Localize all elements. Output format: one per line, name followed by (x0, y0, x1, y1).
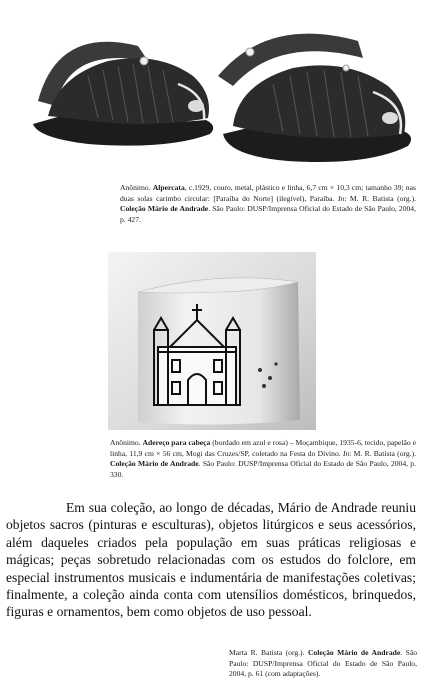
caption-source-title: Coleção Mário de Andrade (110, 459, 199, 469)
caption-author: Anônimo. (120, 183, 151, 192)
caption-title: Alpercata (152, 183, 185, 192)
citation-rest: . São Paulo: DUSP/Imprensa Oficial do Estado de São Paulo, 2004, p. 61 (com adaptações). (229, 648, 418, 679)
caption-source-rest: . São Paulo: DUSP/Imprensa Oficial do Estado de São Paulo, 2004, p. 427. (120, 204, 416, 224)
caption-source-editor: : M. R. Batista (org.). (349, 448, 417, 458)
caption-in-label: In (342, 448, 350, 458)
right-sandal (218, 34, 411, 162)
caption-title: Adereço para cabeça (142, 438, 211, 447)
figure-2-caption (110, 438, 416, 480)
sandals-photo (28, 6, 418, 171)
source-citation (229, 648, 417, 680)
caption-details: (bordado em azul e rosa) – Moçambique, 1935-6, tecido, papelão e linha, 11,9 cm × 56 cm, Mogi das Cruzes/SP, coletado na Festa do Divino. (110, 438, 416, 458)
caption-source-editor: : M. R. Batista (org.). (344, 193, 416, 203)
left-sandal (33, 42, 213, 146)
caption-author: Anônimo. (110, 438, 141, 447)
caption-source-rest: . São Paulo: DUSP/Imprensa Oficial do Estado de São Paulo, 2004, p. 330. (110, 459, 416, 479)
caption-in-label: In (337, 193, 345, 203)
caption-source-title: Coleção Mário de Andrade (120, 204, 209, 214)
body-text: Em sua coleção, ao longo de décadas, Mário de Andrade reuniu objetos sacros (pinturas e esculturas), objetos litúrgicos e seus acessórios, além daqueles criados pela população em suas práticas religiosas e mágicas; peças sobretudo relacionadas com os estudos do folclore, em especial instrumentos musicais e indumentária de manifestações coletivas; finalmente, a coleção ainda conta com utensílios domésticos, brinquedos, figuras e ornamentos, bem como objetos de uso pessoal. (6, 500, 416, 620)
caption-details: , c.1929, couro, metal, plástico e linha, 6,7 cm × 10,3 cm; tamanho 39; nas duas solas carimbo circular: [Paraíba do Norte] (ilegível), Paraíba. (120, 183, 416, 203)
sandals-illustration (28, 6, 418, 171)
headdress-photo (108, 252, 316, 430)
figure-1-caption (120, 183, 416, 225)
body-paragraph (6, 499, 416, 621)
citation-title: Coleção Mário de Andrade (307, 648, 401, 657)
headdress-illustration (108, 252, 316, 430)
citation-author: Marta R. Batista (org.). (229, 648, 305, 657)
